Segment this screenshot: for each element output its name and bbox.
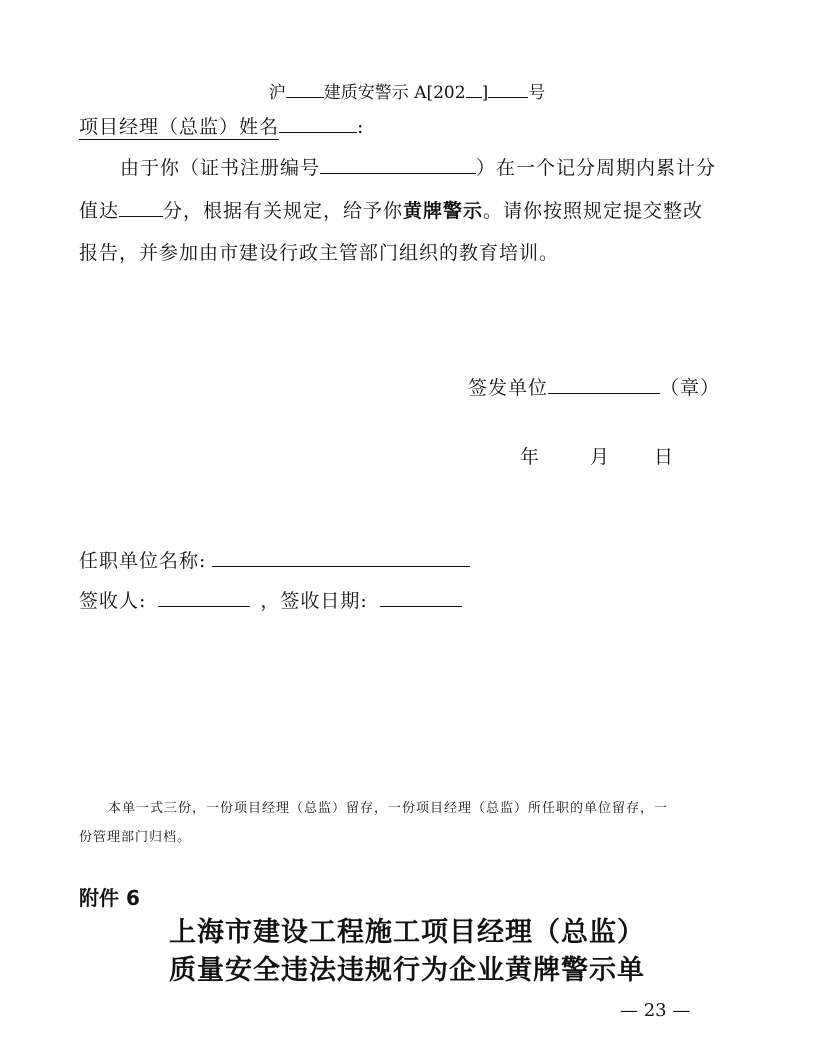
receipt-separator: ， xyxy=(260,590,281,612)
doc-bracket: ] xyxy=(481,83,489,103)
attachment-title-line-1: 上海市建设工程施工项目经理（总监） xyxy=(169,917,645,948)
signer-label: 签收人: xyxy=(79,590,147,612)
score-blank xyxy=(119,197,163,217)
issuer-label: 签发单位 xyxy=(468,377,549,399)
yellow-card-warning-text: 黄牌警示 xyxy=(403,200,484,222)
receipt-line xyxy=(79,586,462,613)
issue-date-line xyxy=(520,442,674,469)
paragraph-line-2 xyxy=(79,196,703,223)
receipt-date-label: 签收日期: xyxy=(280,590,368,612)
paragraph-line-3 xyxy=(79,238,559,265)
doc-blank-serial xyxy=(488,80,528,98)
paragraph-text: 由于你（证书注册编号 xyxy=(120,157,321,179)
paragraph-line-1 xyxy=(120,153,716,180)
receipt-date-blank xyxy=(380,587,462,607)
date-year: 年 xyxy=(520,446,541,468)
doc-suffix: 号 xyxy=(528,83,546,103)
attachment-label: 附件 6 xyxy=(79,886,140,910)
paragraph-text: 报告，并参加由市建设行政主管部门组织的教育培训。 xyxy=(79,242,560,264)
date-day: 日 xyxy=(654,446,675,468)
certificate-number-blank xyxy=(320,154,476,174)
employer-label: 任职单位名称: xyxy=(79,550,207,572)
paragraph-text: 分，根据有关规定，给予你 xyxy=(163,200,404,222)
seal-label: （章） xyxy=(660,377,721,399)
paragraph-text: 。请你按照规定提交整改 xyxy=(483,200,704,222)
issuer-blank xyxy=(548,374,660,394)
doc-middle: 建质安警示 A[202 xyxy=(323,83,466,103)
page-number: — 23 — xyxy=(620,1000,691,1021)
footnote-line-2: 份管理部门归档。 xyxy=(79,830,192,845)
attachment-title-line-2: 质量安全违法违规行为企业黄牌警示单 xyxy=(169,955,645,986)
recipient-line xyxy=(79,112,364,139)
employer-line xyxy=(79,546,470,573)
doc-blank-year xyxy=(466,80,482,98)
doc-prefix: 沪 xyxy=(268,83,286,103)
recipient-label: 项目经理（总监）姓名 xyxy=(79,116,280,138)
footnote-line-1: 本单一式三份，一份项目经理（总监）留存，一份项目经理（总监）所任职的单位留存，一 xyxy=(108,801,669,816)
signer-blank xyxy=(158,587,250,607)
recipient-colon: : xyxy=(357,116,365,138)
employer-blank xyxy=(212,547,470,567)
paragraph-text: 值达 xyxy=(79,200,120,222)
date-month: 月 xyxy=(590,446,611,468)
doc-blank-district xyxy=(286,80,324,98)
recipient-name-blank xyxy=(279,113,357,133)
document-number xyxy=(0,78,814,103)
issuer-line xyxy=(468,373,720,400)
paragraph-text: ）在一个记分周期内累计分 xyxy=(476,157,717,179)
